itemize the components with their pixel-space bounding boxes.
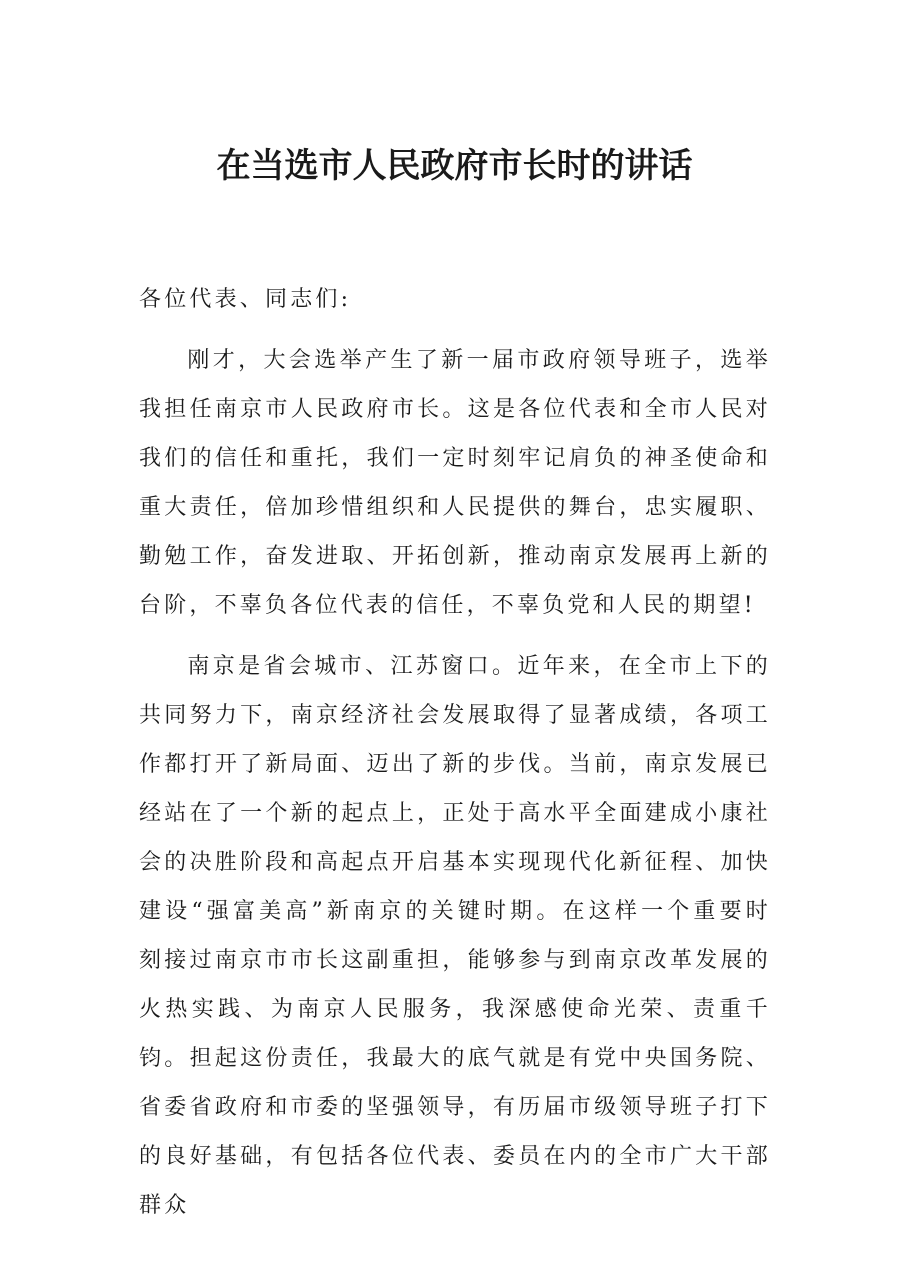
- paragraph-2: 南京是省会城市、江苏窗口。近年来，在全市上下的共同努力下，南京经济社会发展取得了显著成绩，各项工作都打开了新局面、迈出了新的步伐。当前，南京发展已经站在了一个新的起点上，正处于高水平全面建成小康社会的决胜阶段和高起点开启基本实现现代化新征程、加快建设“强富美高”新南京的关键时期。在这样一个重要时刻接过南京市市长这副重担，能够参与到南京改革发展的火热实践、为南京人民服务，我深感使命光荣、责重千钧。担起这份责任，我最大的底气就是有党中央国务院、省委省政府和市委的坚强领导，有历届市级领导班子打下的良好基础，有包括各位代表、委员在内的全市广大干部群众: [139, 654, 771, 1218]
- document-body: [139, 275, 771, 1242]
- salutation: 各位代表、同志们:: [139, 287, 352, 312]
- document-title: 在当选市人民政府市长时的讲话: [216, 146, 693, 186]
- paragraph-1: 刚才，大会选举产生了新一届市政府领导班子，选举我担任南京市人民政府市长。这是各位代表和全市人民对我们的信任和重托，我们一定时刻牢记肩负的神圣使命和重大责任，倍加珍惜组织和人民提供的舞台，忠实履职、勤勉工作，奋发进取、开拓创新，推动南京发展再上新的台阶，不辜负各位代表的信任，不辜负党和人民的期望!: [139, 348, 771, 618]
